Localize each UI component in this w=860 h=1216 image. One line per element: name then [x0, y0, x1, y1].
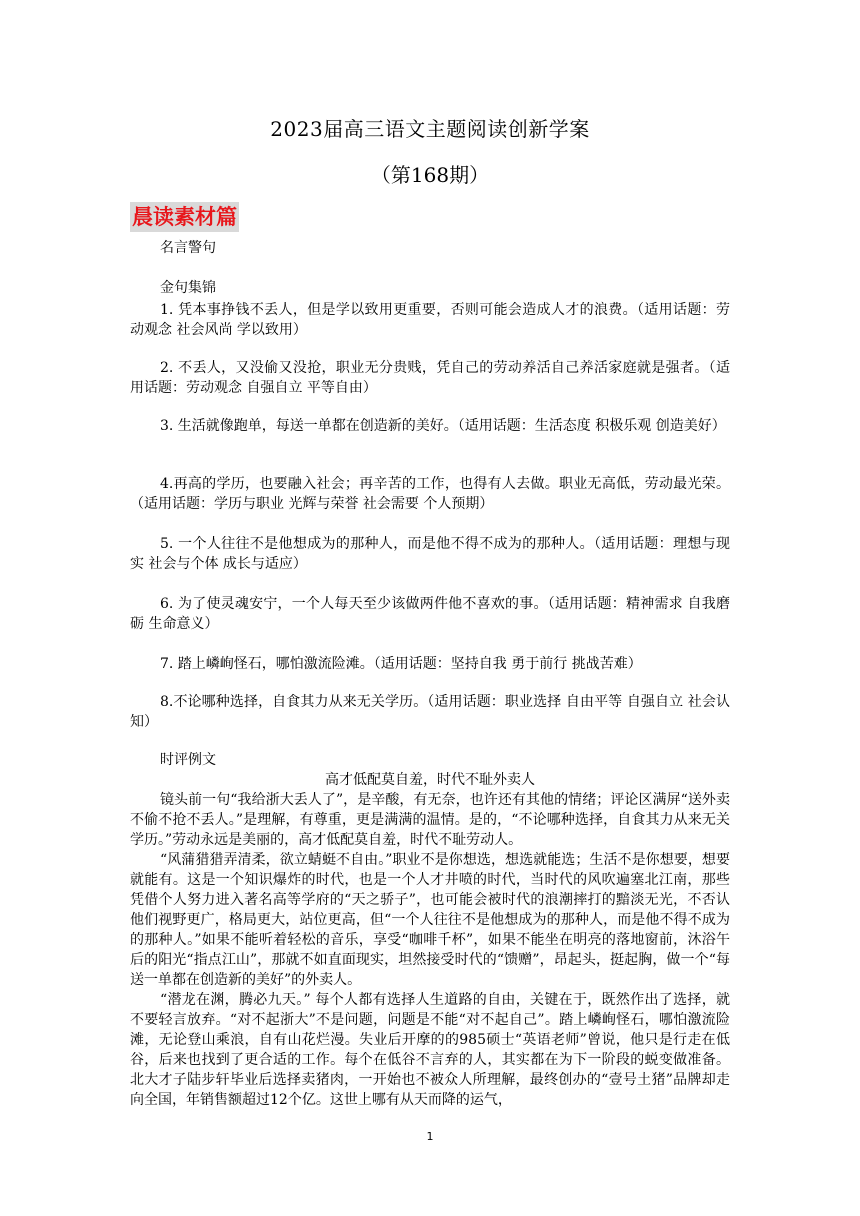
article-paragraph: “潜龙在渊，腾必九天。” 每个人都有选择人生道路的自由，关键在于，既然作出了选择，就不要轻言放弃。“对不起浙大”不是问题，问题是不能“对不起自己”。踏上嶙峋怪石，哪怕激流险滩，无论登山乘浪，自有山花烂漫。失业后开摩的的985硕士“英语老师”曾说，他只是行走在低谷，后来也找到了更合适的工作。每个在低谷不言弃的人，其实都在为下一阶段的蜕变做准备。北大才子陆步轩毕业后选择卖猪肉，一开始也不被众人所理解，最终创办的“壹号土猪”品牌却走向全国，年销售额超过12个亿。这世上哪有从天而降的运气，: [130, 992, 730, 1108]
subsection-golden: 金句集锦: [160, 280, 216, 296]
subsection-quotes: 名言警句: [160, 240, 216, 256]
article-title: 高才低配莫自羞，时代不耻外卖人: [325, 772, 535, 788]
list-item: 7. 踏上嶙峋怪石，哪怕激流险滩。（适用话题：坚持自我 勇于前行 挑战苦难）: [160, 656, 642, 672]
article-paragraph: 镜头前一句“我给浙大丢人了”，是辛酸，有无奈，也许还有其他的情绪；评论区满屏“送外卖不偷不抢不丢人。”是理解，有尊重，更是满满的温情。是的，“不论哪种选择，自食其力从来无关学历。”劳动永远是美丽的，高才低配莫自羞，时代不耻劳动人。: [130, 792, 730, 848]
list-item: 4.再高的学历，也要融入社会；再辛苦的工作，也得有人去做。职业无高低，劳动最光荣。（适用话题：学历与职业 光辉与荣誉 社会需要 个人预期）: [130, 476, 730, 512]
page-number: 1: [426, 1130, 434, 1143]
section-header: 晨读素材篇: [130, 202, 239, 232]
list-item: 1. 凭本事挣钱不丢人，但是学以致用更重要，否则可能会造成人才的浪费。（适用话题：劳动观念 社会风尚 学以致用）: [130, 302, 730, 338]
issue-number: （第168期）: [370, 163, 490, 187]
list-item: 2. 不丢人，又没偷又没抢，职业无分贵贱，凭自己的劳动养活自己养活家庭就是强者。（适用话题：劳动观念 自强自立 平等自由）: [130, 360, 730, 396]
list-item: 6. 为了使灵魂安宁，一个人每天至少该做两件他不喜欢的事。（适用话题：精神需求 自我磨砺 生命意义）: [130, 596, 730, 632]
list-item: 8.不论哪种选择，自食其力从来无关学历。（适用话题：职业选择 自由平等 自强自立 社会认知）: [130, 694, 730, 730]
subsection-commentary: 时评例文: [160, 752, 216, 768]
document-title: 2023届高三语文主题阅读创新学案: [270, 117, 590, 141]
list-item: 3. 生活就像跑单，每送一单都在创造新的美好。（适用话题：生活态度 积极乐观 创造美好）: [160, 418, 726, 434]
article-paragraph: “风蒲猎猎弄清柔，欲立蜻蜓不自由。”职业不是你想选，想选就能选；生活不是你想要，想要就能有。这是一个知识爆炸的时代，也是一个人才井喷的时代，当时代的风吹遍塞北江南，那些凭借个人努力进入著名高等学府的“天之骄子”，也可能会被时代的浪潮摔打的黯淡无光，不否认他们视野更广，格局更大，站位更高，但“一个人往往不是他想成为的那种人，而是他不得不成为的那种人。”如果不能听着轻松的音乐，享受“咖啡千杯”，如果不能坐在明亮的落地窗前，沐浴午后的阳光“指点江山”，那就不如直面现实，坦然接受时代的“馈赠”，昂起头，挺起胸，做一个“每送一单都在创造新的美好”的外卖人。: [130, 852, 730, 988]
list-item: 5. 一个人往往不是他想成为的那种人，而是他不得不成为的那种人。（适用话题：理想与现实 社会与个体 成长与适应）: [130, 536, 730, 572]
